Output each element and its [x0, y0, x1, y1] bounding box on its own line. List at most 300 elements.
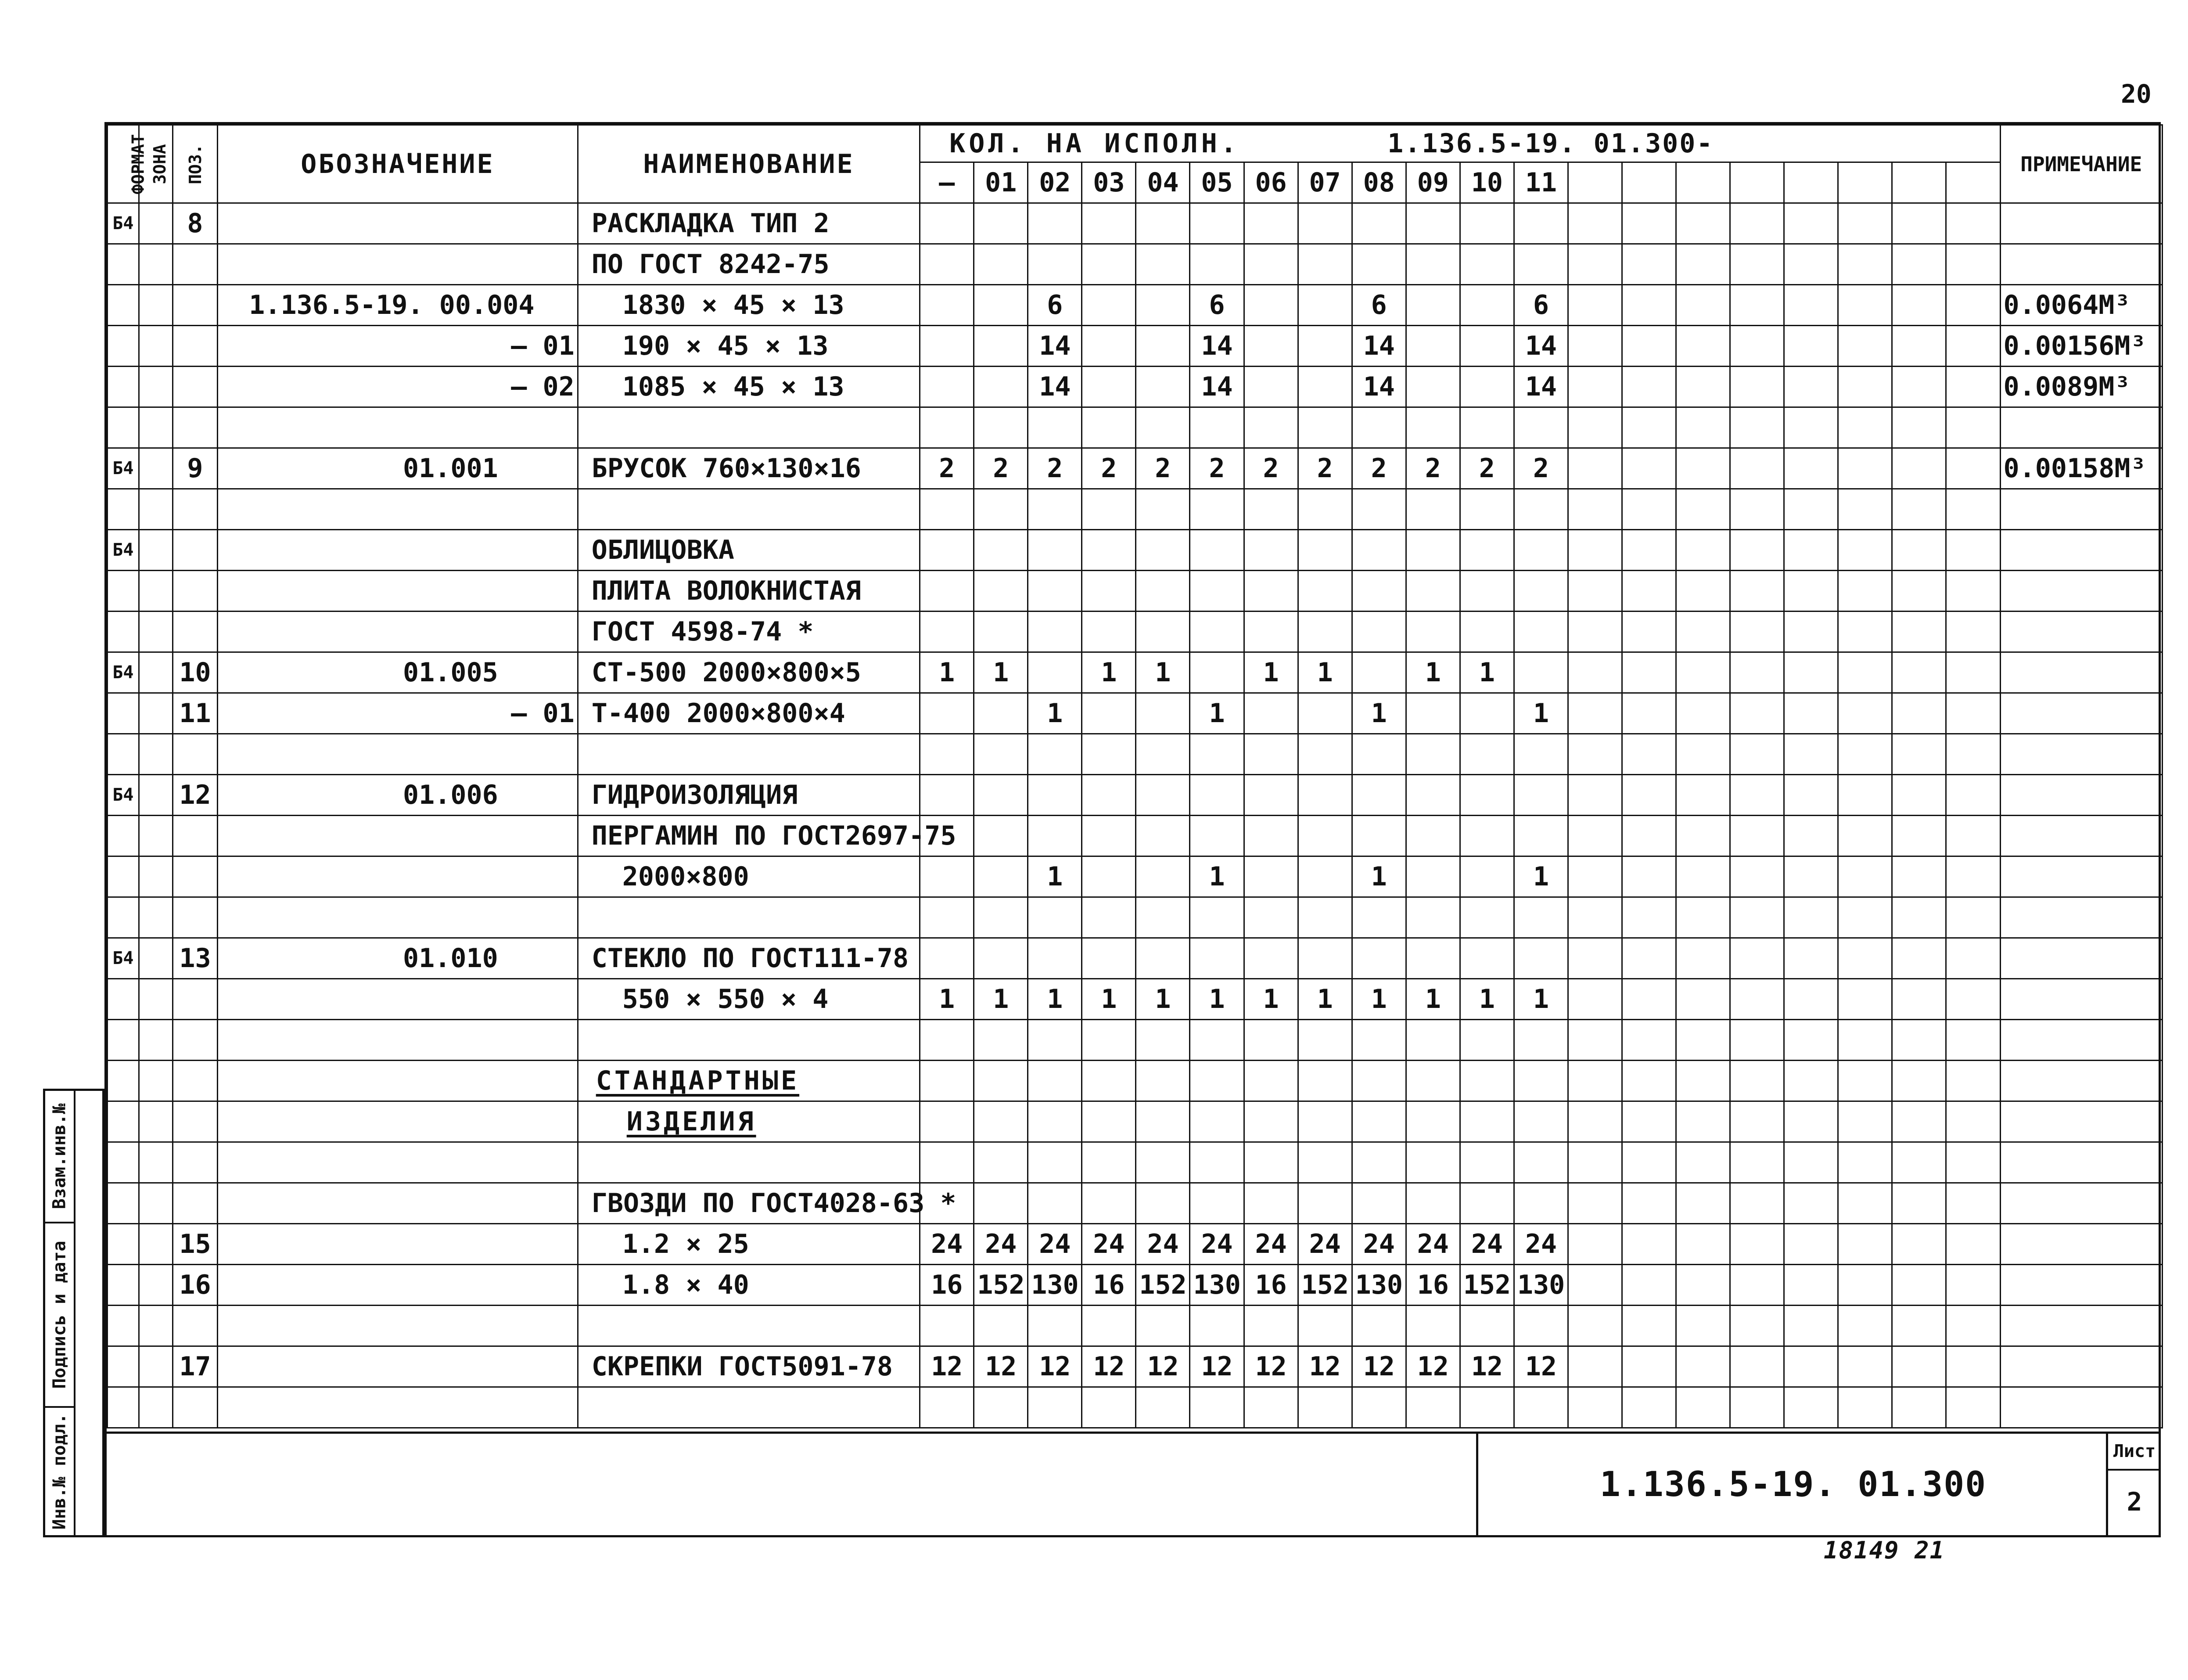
- position-cell: [172, 285, 218, 326]
- qty-cell: 24: [1406, 1224, 1460, 1265]
- table-row: [108, 979, 2163, 1020]
- qty-cell: [1082, 734, 1136, 775]
- qty-cell-empty: [1784, 938, 1838, 979]
- qty-cell: [1244, 1020, 1298, 1061]
- qty-cell: 24: [1028, 1224, 1082, 1265]
- qty-cell: 130: [1514, 1265, 1568, 1306]
- name-text: ПО ГОСТ 8242-75: [591, 249, 830, 280]
- qty-cell: [1298, 407, 1352, 448]
- note-cell: [2000, 775, 2163, 816]
- qty-cell-empty: [1784, 734, 1838, 775]
- qty-cell: 1: [974, 979, 1028, 1020]
- format-cell: [108, 816, 139, 856]
- qty-cell: [1406, 407, 1460, 448]
- designation-cell: — 01: [218, 326, 578, 367]
- qty-cell: [1190, 1061, 1244, 1101]
- qty-cell: [1082, 1183, 1136, 1224]
- qty-cell: [1028, 938, 1082, 979]
- variant-header-6: 06: [1244, 162, 1298, 203]
- table-row: [108, 1306, 2163, 1346]
- qty-cell: [1352, 1061, 1406, 1101]
- zone-cell: [139, 571, 172, 612]
- name-cell: [578, 1183, 956, 1224]
- qty-cell-empty: [1946, 367, 2000, 407]
- qty-cell: 12: [1028, 1346, 1082, 1387]
- name-cell: [578, 652, 920, 693]
- note-cell: [2000, 816, 2163, 856]
- qty-cell-empty: [1730, 1142, 1784, 1183]
- qty-cell: [1460, 938, 1514, 979]
- qty-cell: [1244, 1306, 1298, 1346]
- name-cell: [578, 938, 920, 979]
- qty-cell: 1: [1136, 979, 1190, 1020]
- qty-cell-empty: [1946, 734, 2000, 775]
- qty-cell-empty: [1892, 897, 1946, 938]
- qty-cell: [1298, 203, 1352, 244]
- qty-cell-empty: [1622, 1061, 1676, 1101]
- qty-cell-empty: [1622, 1387, 1676, 1428]
- qty-cell: [974, 734, 1028, 775]
- qty-cell: [974, 1183, 1028, 1224]
- qty-cell: [1082, 856, 1136, 897]
- qty-cell: [1028, 1101, 1082, 1142]
- qty-cell-empty: [1784, 407, 1838, 448]
- qty-cell-empty: [1676, 530, 1730, 571]
- qty-cell: 1: [920, 652, 974, 693]
- qty-cell: [1298, 1142, 1352, 1183]
- qty-cell: 14: [1028, 367, 1082, 407]
- qty-cell-empty: [1946, 1142, 2000, 1183]
- qty-cell: [1028, 489, 1082, 530]
- qty-cell-empty: [1838, 816, 1892, 856]
- qty-cell-empty: [1892, 1183, 1946, 1224]
- position-cell: [172, 1061, 218, 1101]
- qty-cell: [1460, 897, 1514, 938]
- qty-cell: 24: [1298, 1224, 1352, 1265]
- qty-cell-empty: [1676, 571, 1730, 612]
- note-cell: 0.0064М³: [2000, 285, 2163, 326]
- qty-cell-empty: [1946, 856, 2000, 897]
- qty-cell: [1190, 652, 1244, 693]
- qty-cell-empty: [1946, 326, 2000, 367]
- qty-cell-empty: [1838, 407, 1892, 448]
- designation-cell: [218, 203, 578, 244]
- qty-cell-empty: [1622, 448, 1676, 489]
- qty-cell-empty: [1838, 734, 1892, 775]
- sheet-label: Лист: [2108, 1434, 2161, 1471]
- note-cell: [2000, 571, 2163, 612]
- qty-cell: 24: [1352, 1224, 1406, 1265]
- name-cell: [578, 407, 920, 448]
- position-cell: 13: [172, 938, 218, 979]
- qty-cell: [1082, 693, 1136, 734]
- qty-cell: [920, 407, 974, 448]
- qty-cell: 152: [1460, 1265, 1514, 1306]
- qty-cell-empty: [1892, 367, 1946, 407]
- qty-cell: [1028, 1142, 1082, 1183]
- qty-cell: 24: [1136, 1224, 1190, 1265]
- position-cell: 17: [172, 1346, 218, 1387]
- qty-cell: [920, 367, 974, 407]
- qty-cell-empty: [1676, 938, 1730, 979]
- qty-cell: 152: [1136, 1265, 1190, 1306]
- qty-cell-empty: [1784, 571, 1838, 612]
- qty-cell-empty: [1676, 897, 1730, 938]
- name-cell: [578, 1265, 920, 1306]
- qty-cell: [1352, 897, 1406, 938]
- qty-cell-empty: [1892, 938, 1946, 979]
- qty-cell: 12: [1514, 1346, 1568, 1387]
- qty-cell: [1082, 612, 1136, 652]
- qty-cell: 2: [1244, 448, 1298, 489]
- qty-cell-empty: [1676, 448, 1730, 489]
- name-cell: [578, 203, 920, 244]
- qty-cell-empty: [1784, 530, 1838, 571]
- qty-cell: 12: [1352, 1346, 1406, 1387]
- position-cell: [172, 1306, 218, 1346]
- header-position: ПОЗ.: [172, 125, 218, 203]
- position-cell: 12: [172, 775, 218, 816]
- table-row: [108, 938, 2163, 979]
- qty-cell-empty: [1568, 1020, 1622, 1061]
- qty-cell: [1082, 897, 1136, 938]
- designation-cell: 1.136.5-19. 00.004: [218, 285, 578, 326]
- qty-cell-empty: [1730, 285, 1784, 326]
- qty-cell-empty: [1784, 979, 1838, 1020]
- qty-cell: [1514, 938, 1568, 979]
- qty-cell-empty: [1892, 979, 1946, 1020]
- qty-cell-empty: [1622, 285, 1676, 326]
- qty-cell: [920, 1387, 974, 1428]
- qty-cell: [1028, 652, 1082, 693]
- name-text: 550 × 550 × 4: [622, 984, 829, 1014]
- qty-cell: [1298, 897, 1352, 938]
- qty-cell: [974, 1142, 1028, 1183]
- designation-cell: [218, 1306, 578, 1346]
- qty-cell-empty: [1676, 1224, 1730, 1265]
- qty-cell: [1406, 775, 1460, 816]
- qty-cell: [1514, 652, 1568, 693]
- qty-cell-empty: [1622, 938, 1676, 979]
- qty-cell: [1460, 856, 1514, 897]
- qty-cell-empty: [1892, 203, 1946, 244]
- format-cell: [108, 1387, 139, 1428]
- qty-cell-empty: [1838, 1306, 1892, 1346]
- qty-cell: [1136, 1061, 1190, 1101]
- qty-cell-empty: [1568, 407, 1622, 448]
- qty-cell: [1028, 775, 1082, 816]
- margin-divider: [74, 1091, 75, 1535]
- qty-cell: 1: [1352, 693, 1406, 734]
- qty-cell: 6: [1352, 285, 1406, 326]
- position-cell: [172, 1387, 218, 1428]
- qty-cell-empty: [1784, 1183, 1838, 1224]
- table-row: [108, 1346, 2163, 1387]
- qty-cell: [1406, 734, 1460, 775]
- qty-cell: [1460, 612, 1514, 652]
- qty-cell: [1460, 693, 1514, 734]
- qty-cell-empty: [1622, 979, 1676, 1020]
- qty-cell: [974, 244, 1028, 285]
- zone-cell: [139, 856, 172, 897]
- qty-cell-empty: [1838, 1142, 1892, 1183]
- qty-cell-empty: [1730, 612, 1784, 652]
- qty-cell: 14: [1190, 326, 1244, 367]
- qty-cell-empty: [1730, 448, 1784, 489]
- qty-cell-empty: [1568, 1142, 1622, 1183]
- qty-cell-empty: [1892, 856, 1946, 897]
- qty-cell: 1: [1352, 856, 1406, 897]
- qty-cell-empty: [1892, 1387, 1946, 1428]
- position-cell: [172, 1183, 218, 1224]
- note-cell: [2000, 489, 2163, 530]
- qty-cell: 1: [1136, 652, 1190, 693]
- qty-cell: [1298, 938, 1352, 979]
- variant-header-13: [1622, 162, 1676, 203]
- qty-cell-empty: [1892, 612, 1946, 652]
- table-row: [108, 244, 2163, 285]
- name-text: 190 × 45 × 13: [622, 331, 829, 361]
- qty-cell: 6: [1028, 285, 1082, 326]
- qty-cell: [974, 1101, 1028, 1142]
- qty-cell-empty: [1784, 816, 1838, 856]
- qty-cell-empty: [1568, 1101, 1622, 1142]
- qty-cell-empty: [1946, 1183, 2000, 1224]
- qty-cell: 1: [1514, 979, 1568, 1020]
- position-cell: 11: [172, 693, 218, 734]
- designation-cell: [218, 1101, 578, 1142]
- name-text: 2000×800: [622, 861, 749, 892]
- format-cell: [108, 612, 139, 652]
- qty-cell-empty: [1730, 856, 1784, 897]
- table-row: [108, 367, 2163, 407]
- variant-header-10: 10: [1460, 162, 1514, 203]
- designation-cell: [218, 979, 578, 1020]
- qty-cell: [1244, 938, 1298, 979]
- variant-header-2: 02: [1028, 162, 1082, 203]
- qty-cell: [920, 1306, 974, 1346]
- variant-header-3: 03: [1082, 162, 1136, 203]
- qty-cell-empty: [1568, 203, 1622, 244]
- qty-cell-empty: [1946, 612, 2000, 652]
- qty-cell: [1460, 285, 1514, 326]
- qty-cell: [920, 244, 974, 285]
- position-cell: [172, 734, 218, 775]
- qty-cell: 12: [1298, 1346, 1352, 1387]
- qty-cell: [1352, 530, 1406, 571]
- table-row: [108, 693, 2163, 734]
- variant-header-8: 08: [1352, 162, 1406, 203]
- position-cell: 9: [172, 448, 218, 489]
- qty-cell-empty: [1676, 652, 1730, 693]
- qty-cell: 2: [1460, 448, 1514, 489]
- qty-cell-empty: [1568, 326, 1622, 367]
- qty-cell: [1406, 816, 1460, 856]
- qty-cell: 152: [974, 1265, 1028, 1306]
- margin-strip: [43, 1089, 104, 1537]
- qty-cell-empty: [1676, 1020, 1730, 1061]
- qty-cell-empty: [1838, 612, 1892, 652]
- qty-cell: 1: [1298, 652, 1352, 693]
- spec-grid: [107, 124, 2163, 1428]
- note-cell: 0.0089М³: [2000, 367, 2163, 407]
- qty-cell-empty: [1676, 1142, 1730, 1183]
- qty-cell: [1406, 1387, 1460, 1428]
- qty-cell: [1514, 1020, 1568, 1061]
- margin-inv-repl: Взам.инв.№: [45, 1091, 74, 1223]
- variant-header-0: —: [920, 162, 974, 203]
- qty-cell: [1190, 530, 1244, 571]
- format-cell: [108, 571, 139, 612]
- qty-cell-empty: [1676, 734, 1730, 775]
- qty-cell: [1352, 244, 1406, 285]
- position-cell: 8: [172, 203, 218, 244]
- qty-cell: [1136, 407, 1190, 448]
- qty-cell-empty: [1892, 1061, 1946, 1101]
- qty-cell: [1406, 612, 1460, 652]
- qty-cell: [1406, 285, 1460, 326]
- qty-cell: 1: [1028, 693, 1082, 734]
- qty-cell-empty: [1838, 203, 1892, 244]
- name-text: СТАНДАРТНЫЕ: [596, 1065, 800, 1096]
- qty-cell-empty: [1892, 816, 1946, 856]
- qty-cell: [974, 530, 1028, 571]
- qty-cell: [1028, 1183, 1082, 1224]
- qty-cell-empty: [1730, 1183, 1784, 1224]
- qty-cell-empty: [1892, 1346, 1946, 1387]
- qty-cell: 1: [1352, 979, 1406, 1020]
- name-text: СТ-500 2000×800×5: [591, 657, 861, 688]
- name-cell: [578, 244, 920, 285]
- qty-cell-empty: [1730, 244, 1784, 285]
- position-cell: [172, 489, 218, 530]
- table-row: [108, 1142, 2163, 1183]
- qty-cell: [1406, 856, 1460, 897]
- qty-cell-empty: [1838, 285, 1892, 326]
- zone-cell: [139, 367, 172, 407]
- designation-cell: [218, 530, 578, 571]
- format-cell: [108, 1020, 139, 1061]
- qty-cell: 1: [1028, 856, 1082, 897]
- qty-cell-empty: [1784, 244, 1838, 285]
- qty-cell: 130: [1352, 1265, 1406, 1306]
- qty-cell-empty: [1838, 897, 1892, 938]
- zone-cell: [139, 448, 172, 489]
- qty-cell: [1352, 571, 1406, 612]
- note-cell: [2000, 1142, 2163, 1183]
- qty-cell: [1244, 612, 1298, 652]
- qty-cell: [1190, 1306, 1244, 1346]
- qty-cell: [920, 489, 974, 530]
- qty-cell-empty: [1784, 775, 1838, 816]
- qty-cell: 12: [974, 1346, 1028, 1387]
- position-cell: [172, 1142, 218, 1183]
- qty-cell: [1514, 612, 1568, 652]
- margin-sign-date: Подпись и дата: [45, 1223, 74, 1408]
- qty-cell-empty: [1676, 816, 1730, 856]
- qty-cell-empty: [1946, 203, 2000, 244]
- qty-cell-empty: [1622, 1265, 1676, 1306]
- qty-cell-empty: [1730, 1224, 1784, 1265]
- qty-cell-empty: [1838, 1265, 1892, 1306]
- qty-cell-empty: [1838, 1101, 1892, 1142]
- zone-cell: [139, 1265, 172, 1306]
- qty-cell-empty: [1730, 734, 1784, 775]
- qty-cell-empty: [1568, 448, 1622, 489]
- qty-cell: [1136, 1183, 1190, 1224]
- variant-header-7: 07: [1298, 162, 1352, 203]
- qty-cell: [1082, 244, 1136, 285]
- note-cell: [2000, 938, 2163, 979]
- qty-cell: [1514, 816, 1568, 856]
- qty-cell: [920, 203, 974, 244]
- qty-cell: [1298, 612, 1352, 652]
- qty-cell: 130: [1190, 1265, 1244, 1306]
- qty-cell-empty: [1838, 1020, 1892, 1061]
- qty-cell-empty: [1838, 326, 1892, 367]
- qty-cell: 1: [1028, 979, 1082, 1020]
- archive-stamp: 18149 21: [1824, 1536, 1945, 1564]
- qty-cell: [1406, 203, 1460, 244]
- format-cell: Б4: [108, 652, 139, 693]
- qty-cell-empty: [1568, 979, 1622, 1020]
- name-cell: [578, 1020, 920, 1061]
- format-cell: [108, 367, 139, 407]
- note-cell: [2000, 1020, 2163, 1061]
- zone-cell: [139, 652, 172, 693]
- qty-cell: [1406, 244, 1460, 285]
- qty-cell: [920, 693, 974, 734]
- qty-cell: [1244, 734, 1298, 775]
- qty-cell: [1406, 693, 1460, 734]
- qty-cell: [1514, 1061, 1568, 1101]
- zone-cell: [139, 979, 172, 1020]
- qty-cell-empty: [1946, 285, 2000, 326]
- qty-cell-empty: [1892, 1101, 1946, 1142]
- qty-cell: [1082, 571, 1136, 612]
- qty-cell: 1: [1190, 693, 1244, 734]
- qty-cell: [1460, 816, 1514, 856]
- qty-cell-empty: [1676, 856, 1730, 897]
- qty-cell: 2: [1082, 448, 1136, 489]
- qty-cell: [1352, 1020, 1406, 1061]
- header-qty-title: КОЛ. НА ИСПОЛН. 1.136.5-19. 01.300-: [920, 125, 2000, 162]
- qty-cell: [920, 734, 974, 775]
- name-cell: [578, 856, 920, 897]
- qty-cell-empty: [1568, 489, 1622, 530]
- qty-cell: [1460, 407, 1514, 448]
- designation-cell: 01.005: [218, 652, 578, 693]
- qty-cell-empty: [1730, 203, 1784, 244]
- qty-cell: 12: [1460, 1346, 1514, 1387]
- qty-cell-empty: [1568, 244, 1622, 285]
- note-cell: [2000, 1306, 2163, 1346]
- designation-cell: [218, 407, 578, 448]
- qty-cell-empty: [1622, 734, 1676, 775]
- variant-header-9: 09: [1406, 162, 1460, 203]
- qty-cell: [1190, 1020, 1244, 1061]
- qty-cell: [1514, 489, 1568, 530]
- qty-cell: 2: [1352, 448, 1406, 489]
- qty-cell: [1136, 816, 1190, 856]
- qty-cell: 2: [1136, 448, 1190, 489]
- designation-cell: [218, 1387, 578, 1428]
- qty-cell-empty: [1784, 1142, 1838, 1183]
- name-cell: [578, 571, 920, 612]
- qty-cell: [1244, 244, 1298, 285]
- qty-cell: [1190, 571, 1244, 612]
- header-format: ФОРМАТ: [108, 125, 139, 203]
